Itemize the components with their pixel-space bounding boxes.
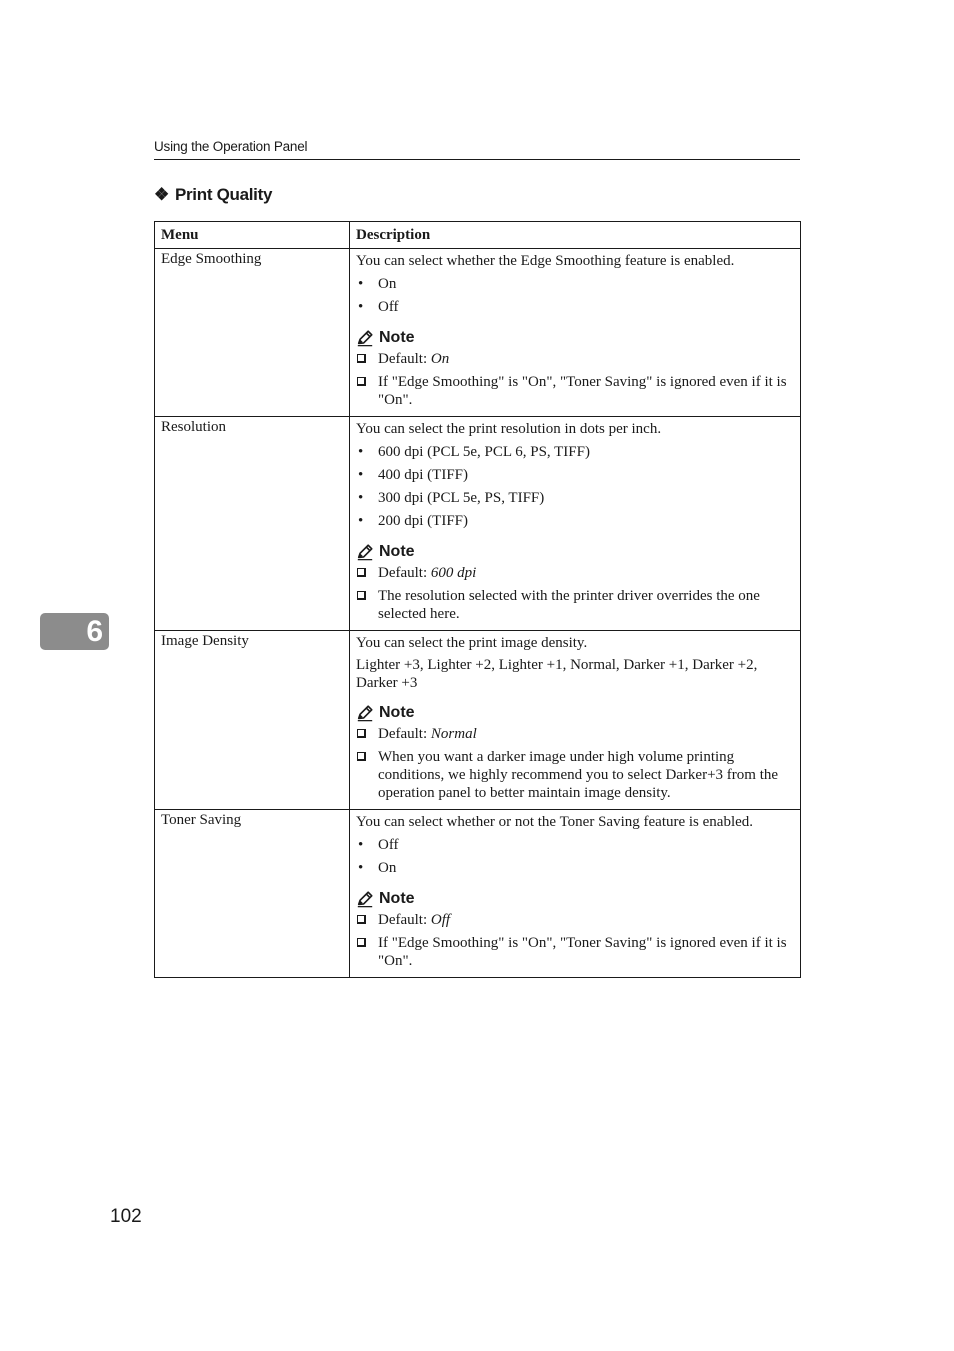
pencil-icon (356, 329, 374, 347)
note-item (356, 564, 794, 582)
note-item (356, 748, 794, 802)
option-item: • Off (356, 297, 794, 317)
pencil-icon (356, 543, 374, 561)
note-label: Note (379, 704, 415, 721)
note-item (356, 934, 794, 970)
description-cell (350, 417, 801, 631)
default-prefix: Default: (378, 565, 431, 581)
note-label: Note (379, 543, 415, 560)
menu-cell: Image Density (155, 631, 350, 810)
note-label: Note (379, 329, 415, 346)
checkbox-bullet-icon (357, 752, 366, 761)
option-list (356, 442, 794, 531)
checkbox-bullet-icon (357, 915, 366, 924)
option-item: • 400 dpi (TIFF) (356, 465, 794, 485)
description-cell (350, 631, 801, 810)
menu-cell: Edge Smoothing (155, 249, 350, 417)
table-row (155, 249, 801, 417)
checkbox-bullet-icon (357, 568, 366, 577)
note-list (356, 911, 794, 970)
header-rule (154, 159, 800, 160)
default-prefix: Default: (378, 912, 431, 928)
description-text: You can select the print resolution in dots per inch. (356, 421, 662, 437)
density-levels-text: Lighter +3, Lighter +2, Lighter +1, Normal, Darker +1, Darker +2, Darker +3 (356, 657, 758, 691)
note-list (356, 564, 794, 623)
running-header: Using the Operation Panel (154, 139, 308, 154)
note-heading (356, 327, 794, 349)
checkbox-bullet-icon (357, 377, 366, 386)
option-list (356, 835, 794, 878)
note-item (356, 911, 794, 929)
note-text: If "Edge Smoothing" is "On", "Toner Saving" is ignored even if it is "On". (378, 374, 787, 408)
menu-cell: Toner Saving (155, 810, 350, 978)
menu-cell: Resolution (155, 417, 350, 631)
diamond-bullet-icon: ❖ (154, 185, 169, 204)
table-row (155, 417, 801, 631)
section-title (154, 185, 272, 205)
table-header-row (155, 222, 801, 249)
default-prefix: Default: (378, 351, 431, 367)
chapter-tab: 6 (40, 613, 109, 650)
note-heading (356, 702, 794, 724)
note-list (356, 725, 794, 802)
default-prefix: Default: (378, 726, 431, 742)
description-column-header: Description (350, 222, 801, 249)
note-text: The resolution selected with the printer driver overrides the one selected here. (378, 588, 760, 622)
section-title-text: Print Quality (174, 185, 273, 204)
default-value: 600 dpi (430, 565, 477, 581)
option-item: • 600 dpi (PCL 5e, PCL 6, PS, TIFF) (356, 442, 794, 462)
option-item: • 200 dpi (TIFF) (356, 511, 794, 531)
description-text: You can select whether or not the Toner Saving feature is enabled. (356, 814, 754, 830)
option-item: • On (356, 274, 794, 294)
note-text: If "Edge Smoothing" is "On", "Toner Saving" is ignored even if it is "On". (378, 935, 787, 969)
note-item (356, 587, 794, 623)
checkbox-bullet-icon (357, 938, 366, 947)
description-cell (350, 810, 801, 978)
table-row (155, 631, 801, 810)
option-item: • On (356, 858, 794, 878)
option-item: • Off (356, 835, 794, 855)
page-number: 102 (110, 1206, 142, 1227)
description-text: You can select whether the Edge Smoothing feature is enabled. (356, 253, 735, 269)
checkbox-bullet-icon (357, 354, 366, 363)
table-row (155, 810, 801, 978)
checkbox-bullet-icon (357, 591, 366, 600)
pencil-icon (356, 890, 374, 908)
note-heading (356, 541, 794, 563)
menu-column-header: Menu (155, 222, 350, 249)
note-list (356, 350, 794, 409)
default-value: Off (430, 912, 451, 928)
note-heading (356, 888, 794, 910)
description-text: You can select the print image density. (356, 635, 588, 651)
note-item (356, 373, 794, 409)
note-item (356, 350, 794, 368)
option-list (356, 274, 794, 317)
print-quality-table (154, 221, 801, 978)
note-label: Note (379, 890, 415, 907)
note-item (356, 725, 794, 743)
checkbox-bullet-icon (357, 729, 366, 738)
default-value: On (430, 351, 450, 367)
pencil-icon (356, 704, 374, 722)
option-item: • 300 dpi (PCL 5e, PS, TIFF) (356, 488, 794, 508)
default-value: Normal (430, 726, 477, 742)
note-text: When you want a darker image under high volume printing conditions, we highly recommend you to select Darker+3 from the operation panel to better maintain image density. (378, 749, 779, 801)
description-cell (350, 249, 801, 417)
